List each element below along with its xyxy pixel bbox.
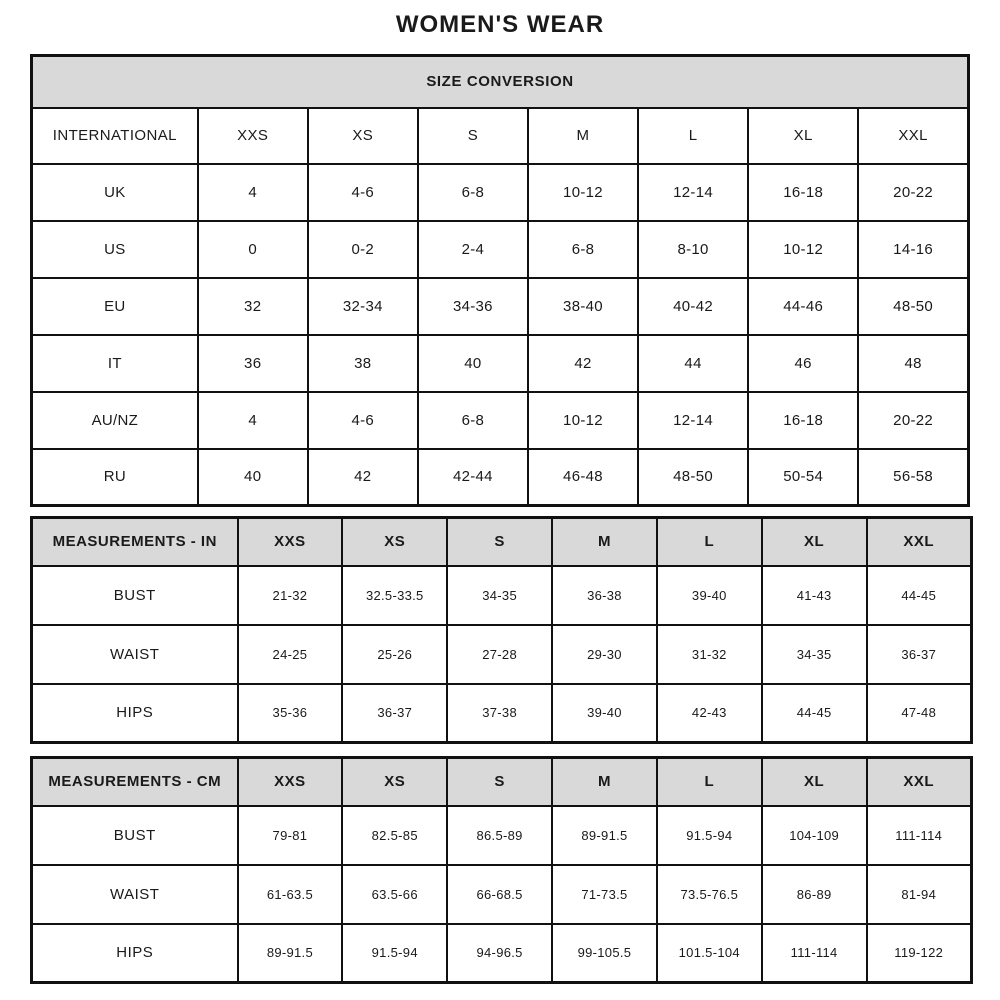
row-label: RU — [32, 449, 198, 506]
size-cell: 4 — [198, 392, 308, 449]
table-row-ru — [32, 449, 969, 506]
measure-cell: 71-73.5 — [552, 865, 657, 924]
size-cell: 12-14 — [638, 392, 748, 449]
size-cell: 46-48 — [528, 449, 638, 506]
measure-cell: 36-37 — [867, 625, 972, 684]
size-cell: 10-12 — [528, 392, 638, 449]
table-row-aunz — [32, 392, 969, 449]
size-cell: 12-14 — [638, 164, 748, 221]
size-cell: 14-16 — [858, 221, 968, 278]
row-label: WAIST — [32, 625, 238, 684]
col-header-m: M — [528, 108, 638, 164]
measure-cell: 29-30 — [552, 625, 657, 684]
size-cell: 42 — [308, 449, 418, 506]
measure-cell: 119-122 — [867, 924, 972, 983]
size-cell: 32 — [198, 278, 308, 335]
size-cell: 48 — [858, 335, 968, 392]
measure-cell: 94-96.5 — [447, 924, 552, 983]
col-header-xs: XS — [342, 518, 447, 566]
measure-cell: 101.5-104 — [657, 924, 762, 983]
row-label: UK — [32, 164, 198, 221]
row-label: AU/NZ — [32, 392, 198, 449]
row-label: BUST — [32, 806, 238, 865]
measure-cell: 24-25 — [238, 625, 343, 684]
measure-cell: 34-35 — [447, 566, 552, 625]
size-cell: 6-8 — [418, 392, 528, 449]
measurements-cm-header: MEASUREMENTS - CM — [32, 758, 238, 806]
measure-cell: 27-28 — [447, 625, 552, 684]
col-header-xs: XS — [342, 758, 447, 806]
col-header-international: INTERNATIONAL — [32, 108, 198, 164]
measure-cell: 111-114 — [867, 806, 972, 865]
measure-cell: 61-63.5 — [238, 865, 343, 924]
size-cell: 6-8 — [528, 221, 638, 278]
measure-cell: 111-114 — [762, 924, 867, 983]
measurements-in-table — [30, 516, 973, 744]
size-cell: 10-12 — [748, 221, 858, 278]
size-cell: 36 — [198, 335, 308, 392]
measure-cell: 99-105.5 — [552, 924, 657, 983]
size-cell: 38-40 — [528, 278, 638, 335]
column-header-row — [32, 108, 969, 164]
size-cell: 0-2 — [308, 221, 418, 278]
row-label: BUST — [32, 566, 238, 625]
table-row-bust — [32, 806, 972, 865]
col-header-m: M — [552, 518, 657, 566]
measure-cell: 39-40 — [552, 684, 657, 743]
measure-cell: 37-38 — [447, 684, 552, 743]
col-header-xxl: XXL — [858, 108, 968, 164]
size-cell: 8-10 — [638, 221, 748, 278]
size-cell: 20-22 — [858, 392, 968, 449]
table-row-it — [32, 335, 969, 392]
size-cell: 6-8 — [418, 164, 528, 221]
measure-cell: 25-26 — [342, 625, 447, 684]
size-cell: 42-44 — [418, 449, 528, 506]
row-label: WAIST — [32, 865, 238, 924]
measure-cell: 36-38 — [552, 566, 657, 625]
measure-cell: 47-48 — [867, 684, 972, 743]
page-title: WOMEN'S WEAR — [395, 11, 605, 38]
size-cell: 4-6 — [308, 392, 418, 449]
table-row-eu — [32, 278, 969, 335]
col-header-xxs: XXS — [238, 758, 343, 806]
size-cell: 42 — [528, 335, 638, 392]
col-header-s: S — [447, 518, 552, 566]
size-cell: 46 — [748, 335, 858, 392]
size-cell: 38 — [308, 335, 418, 392]
col-header-xxl: XXL — [867, 518, 972, 566]
size-cell: 40-42 — [638, 278, 748, 335]
measure-cell: 91.5-94 — [657, 806, 762, 865]
size-conversion-table — [30, 54, 970, 507]
col-header-m: M — [552, 758, 657, 806]
col-header-xl: XL — [748, 108, 858, 164]
measure-cell: 89-91.5 — [238, 924, 343, 983]
table-banner-row — [32, 56, 969, 108]
measure-cell: 73.5-76.5 — [657, 865, 762, 924]
size-cell: 16-18 — [748, 164, 858, 221]
measure-cell: 86-89 — [762, 865, 867, 924]
size-conversion-banner: SIZE CONVERSION — [32, 56, 969, 108]
measure-cell: 36-37 — [342, 684, 447, 743]
measure-cell: 35-36 — [238, 684, 343, 743]
col-header-l: L — [657, 518, 762, 566]
col-header-xxs: XXS — [238, 518, 343, 566]
table-row-uk — [32, 164, 969, 221]
measure-cell: 89-91.5 — [552, 806, 657, 865]
size-cell: 48-50 — [638, 449, 748, 506]
column-header-row — [32, 758, 972, 806]
measure-cell: 81-94 — [867, 865, 972, 924]
col-header-l: L — [657, 758, 762, 806]
size-cell: 10-12 — [528, 164, 638, 221]
table-row-waist — [32, 865, 972, 924]
col-header-xxl: XXL — [867, 758, 972, 806]
size-cell: 44-46 — [748, 278, 858, 335]
size-cell: 40 — [198, 449, 308, 506]
measure-cell: 34-35 — [762, 625, 867, 684]
size-cell: 2-4 — [418, 221, 528, 278]
size-cell: 4 — [198, 164, 308, 221]
column-header-row — [32, 518, 972, 566]
measure-cell: 79-81 — [238, 806, 343, 865]
size-cell: 40 — [418, 335, 528, 392]
size-cell: 48-50 — [858, 278, 968, 335]
table-row-hips — [32, 924, 972, 983]
measure-cell: 31-32 — [657, 625, 762, 684]
size-cell: 0 — [198, 221, 308, 278]
measure-cell: 32.5-33.5 — [342, 566, 447, 625]
measure-cell: 44-45 — [867, 566, 972, 625]
col-header-xxs: XXS — [198, 108, 308, 164]
row-label: IT — [32, 335, 198, 392]
size-cell: 16-18 — [748, 392, 858, 449]
col-header-xs: XS — [308, 108, 418, 164]
table-row-bust — [32, 566, 972, 625]
measure-cell: 39-40 — [657, 566, 762, 625]
measure-cell: 104-109 — [762, 806, 867, 865]
row-label: EU — [32, 278, 198, 335]
table-row-waist — [32, 625, 972, 684]
col-header-xl: XL — [762, 758, 867, 806]
col-header-xl: XL — [762, 518, 867, 566]
size-cell: 4-6 — [308, 164, 418, 221]
size-cell: 50-54 — [748, 449, 858, 506]
col-header-s: S — [447, 758, 552, 806]
measure-cell: 42-43 — [657, 684, 762, 743]
measurements-cm-table — [30, 756, 973, 984]
measurements-in-header: MEASUREMENTS - IN — [32, 518, 238, 566]
table-row-hips — [32, 684, 972, 743]
measure-cell: 91.5-94 — [342, 924, 447, 983]
measure-cell: 86.5-89 — [447, 806, 552, 865]
measure-cell: 21-32 — [238, 566, 343, 625]
row-label: HIPS — [32, 924, 238, 983]
measure-cell: 66-68.5 — [447, 865, 552, 924]
measure-cell: 41-43 — [762, 566, 867, 625]
col-header-s: S — [418, 108, 528, 164]
row-label: US — [32, 221, 198, 278]
row-label: HIPS — [32, 684, 238, 743]
size-cell: 34-36 — [418, 278, 528, 335]
col-header-l: L — [638, 108, 748, 164]
size-cell: 20-22 — [858, 164, 968, 221]
size-cell: 56-58 — [858, 449, 968, 506]
measure-cell: 63.5-66 — [342, 865, 447, 924]
size-cell: 32-34 — [308, 278, 418, 335]
table-row-us — [32, 221, 969, 278]
size-cell: 44 — [638, 335, 748, 392]
measure-cell: 44-45 — [762, 684, 867, 743]
measure-cell: 82.5-85 — [342, 806, 447, 865]
